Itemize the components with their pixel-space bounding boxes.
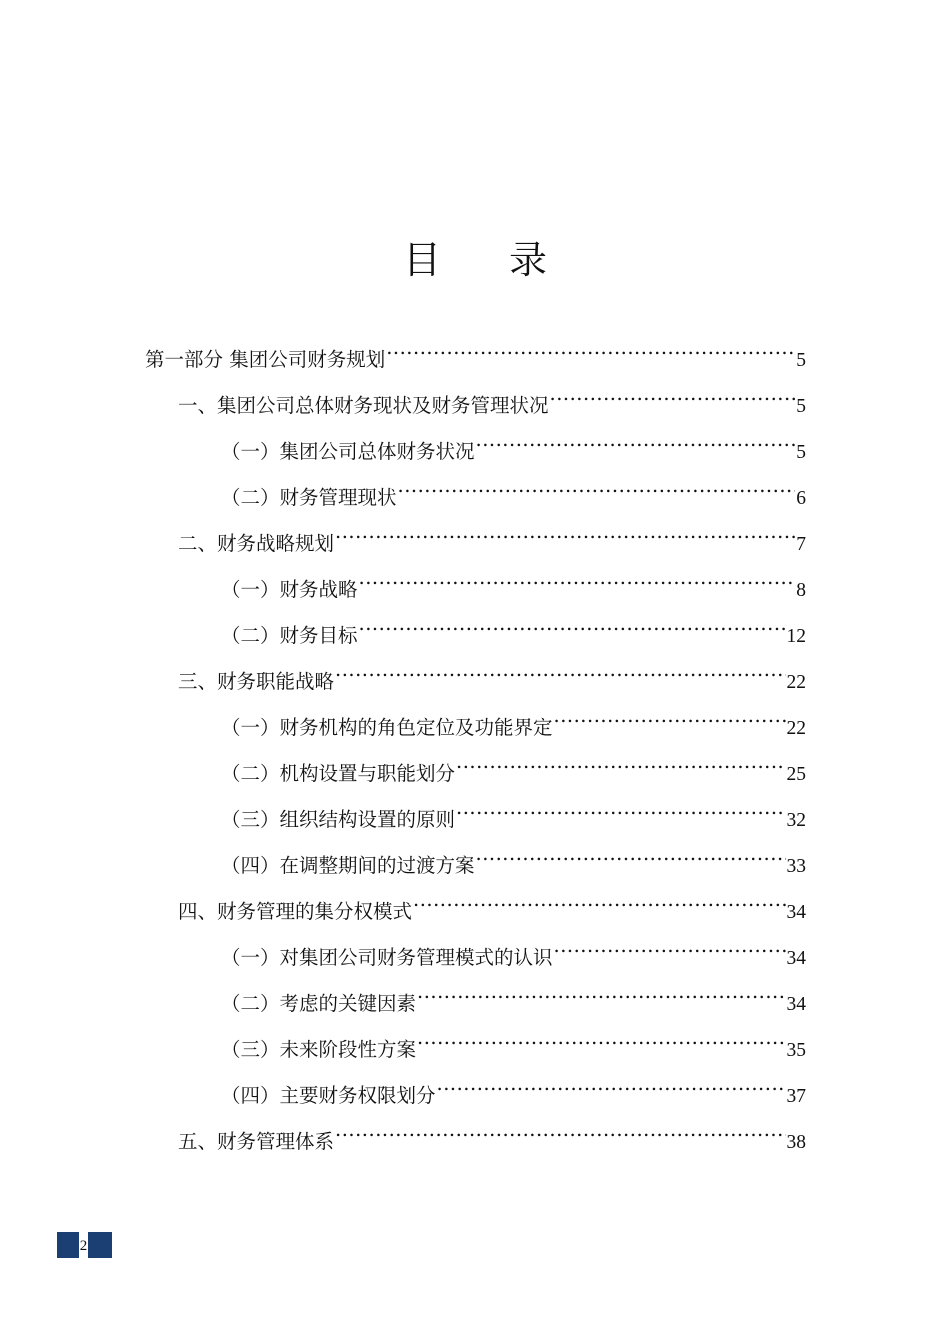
toc-entry[interactable]	[178, 652, 806, 693]
toc-entry-label: （四）在调整期间的过渡方案	[221, 854, 475, 877]
toc-dot-leader	[398, 468, 796, 504]
toc-dot-leader	[476, 836, 786, 872]
toc-entry[interactable]	[221, 836, 806, 877]
toc-entry-label: 四、财务管理的集分权模式	[178, 900, 413, 923]
toc-dot-leader	[456, 744, 785, 780]
toc-entry-page: 33	[786, 856, 806, 877]
toc-entry-label: 五、财务管理体系	[178, 1130, 335, 1153]
toc-entry-label: （三）组织结构设置的原则	[221, 808, 456, 831]
page-number-badge	[57, 1232, 112, 1258]
toc-entry[interactable]	[178, 1112, 806, 1153]
toc-dot-leader	[437, 1066, 786, 1102]
page-number: 2	[79, 1238, 88, 1254]
toc-dot-leader	[359, 560, 796, 596]
toc-entry-page: 34	[786, 994, 806, 1015]
toc-entry-page: 6	[796, 488, 806, 509]
toc-entry-page: 5	[796, 350, 806, 371]
toc-entry-label: 二、财务战略规划	[178, 532, 335, 555]
toc-entry[interactable]	[221, 744, 806, 785]
toc-dot-leader	[417, 1020, 785, 1056]
toc-entry-page: 5	[796, 442, 806, 463]
toc-entry-page: 22	[786, 718, 806, 739]
toc-dot-leader	[456, 790, 785, 826]
toc-entry-page: 38	[786, 1132, 806, 1153]
toc-entry-page: 7	[796, 534, 806, 555]
toc-entry-page: 32	[786, 810, 806, 831]
toc-dot-leader	[554, 928, 786, 964]
toc-entry-label: （二）机构设置与职能划分	[221, 762, 456, 785]
toc-entry-label: （一）财务机构的角色定位及功能界定	[221, 716, 553, 739]
toc-entry-label: （四）主要财务权限划分	[221, 1084, 436, 1107]
toc-entry-label: （一）集团公司总体财务状况	[221, 440, 475, 463]
toc-entry-page: 8	[796, 580, 806, 601]
toc-entry[interactable]	[221, 1020, 806, 1061]
toc-entry[interactable]	[178, 882, 806, 923]
toc-entry[interactable]	[221, 1066, 806, 1107]
toc-entry[interactable]	[178, 376, 806, 417]
toc-dot-leader	[413, 882, 785, 918]
toc-entry-label: （三）未来阶段性方案	[221, 1038, 417, 1061]
page-title: 目 录	[402, 238, 576, 282]
toc-entry-page: 34	[786, 948, 806, 969]
toc-entry-page: 22	[786, 672, 806, 693]
toc-entry[interactable]	[221, 606, 806, 647]
toc-dot-leader	[386, 330, 795, 366]
toc-dot-leader	[359, 606, 786, 642]
toc-entry-label: （二）考虑的关键因素	[221, 992, 417, 1015]
toc-entry-page: 5	[796, 396, 806, 417]
toc-entry[interactable]	[221, 974, 806, 1015]
toc-entry-label: （一）财务战略	[221, 578, 358, 601]
toc-entry-label: 一、集团公司总体财务现状及财务管理状况	[178, 394, 549, 417]
toc-dot-leader	[476, 422, 796, 458]
toc-entry-page: 25	[786, 764, 806, 785]
toc-entry-label: 三、财务职能战略	[178, 670, 335, 693]
toc-entry-label: （二）财务管理现状	[221, 486, 397, 509]
toc-dot-leader	[335, 652, 785, 688]
toc-entry[interactable]	[221, 560, 806, 601]
toc-entry[interactable]	[221, 698, 806, 739]
toc-entry-label: （二）财务目标	[221, 624, 358, 647]
toc-entry[interactable]	[145, 330, 806, 371]
toc-dot-leader	[335, 1112, 785, 1148]
toc-entry[interactable]	[221, 468, 806, 509]
badge-block-left	[57, 1232, 79, 1258]
toc-entry[interactable]	[178, 514, 806, 555]
toc-entry-page: 12	[786, 626, 806, 647]
toc-entry[interactable]	[221, 928, 806, 969]
toc-entry[interactable]	[221, 422, 806, 463]
toc-dot-leader	[335, 514, 795, 550]
toc-entry-page: 37	[786, 1086, 806, 1107]
toc-entry-page: 35	[786, 1040, 806, 1061]
toc-dot-leader	[550, 376, 796, 412]
toc-entry-label: （一）对集团公司财务管理模式的认识	[221, 946, 553, 969]
toc-dot-leader	[554, 698, 786, 734]
toc-entry-page: 34	[786, 902, 806, 923]
toc-dot-leader	[417, 974, 785, 1010]
toc-entry[interactable]	[221, 790, 806, 831]
toc-entry-label: 第一部分 集团公司财务规划	[145, 348, 386, 371]
badge-block-right	[88, 1232, 112, 1258]
